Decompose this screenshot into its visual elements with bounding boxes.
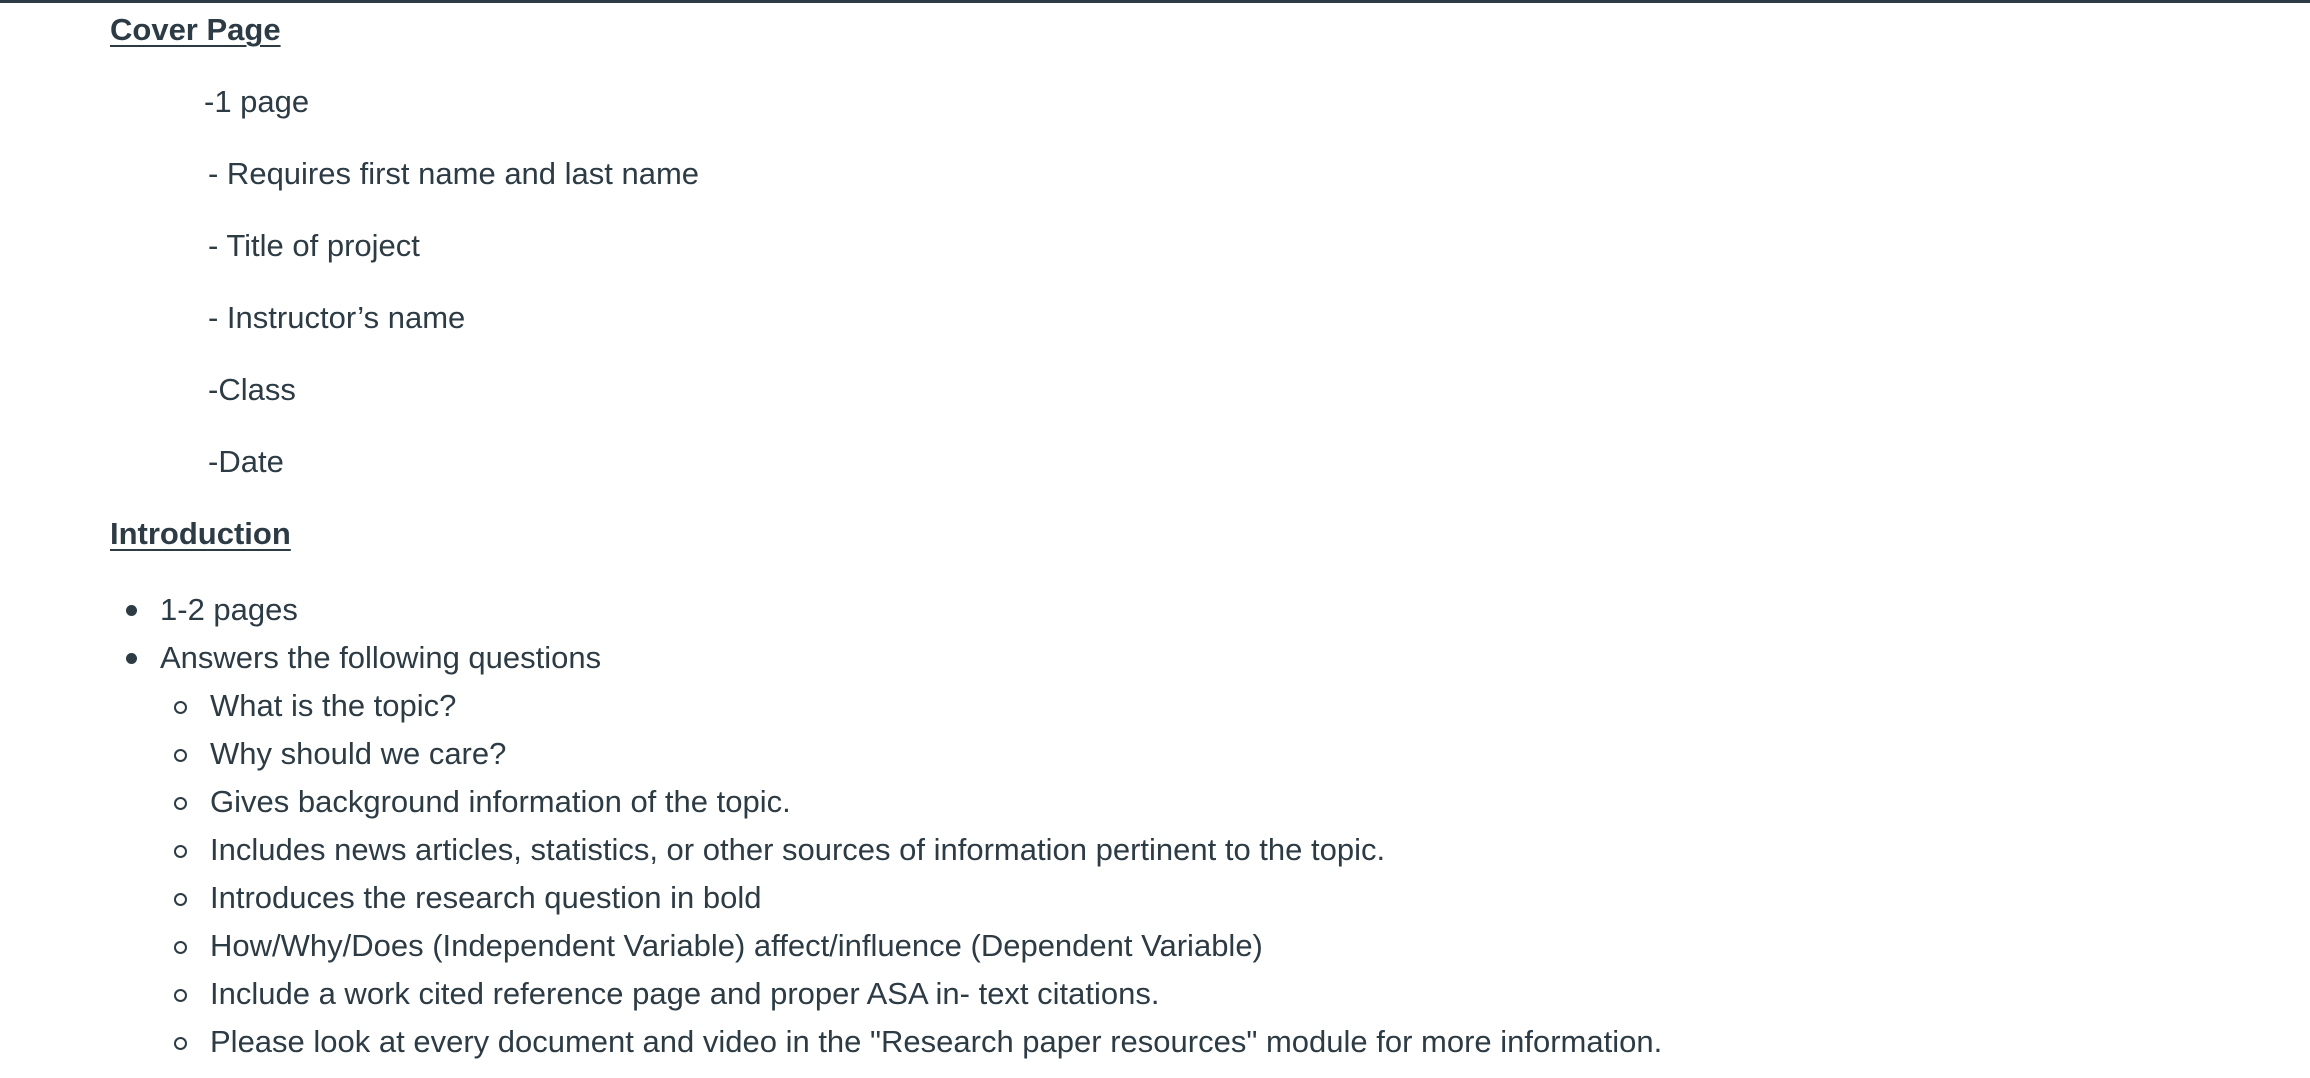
top-divider: [0, 0, 2310, 3]
cover-page-line: - Instructor’s name: [208, 300, 466, 335]
sub-list-item: [0, 1018, 1662, 1066]
questions-sublist: [0, 682, 1662, 1066]
cover-page-line: - Title of project: [208, 228, 420, 263]
cover-page-heading: Cover Page: [110, 12, 281, 47]
sub-list-item: [0, 922, 1662, 970]
list-item: [0, 586, 601, 634]
sub-list-item-text: Why should we care?: [210, 736, 507, 771]
sub-list-item-text: Include a work cited reference page and proper ASA in- text citations.: [210, 976, 1160, 1011]
cover-page-line: -1 page: [204, 84, 310, 119]
list-item: [0, 634, 601, 682]
list-item-text: 1-2 pages: [160, 592, 298, 627]
introduction-heading: Introduction: [110, 516, 291, 551]
cover-page-line: -Date: [208, 444, 284, 479]
sub-list-item: [0, 970, 1662, 1018]
cover-page-line: - Requires first name and last name: [208, 156, 700, 191]
sub-list-item: [0, 778, 1662, 826]
sub-list-item-text: What is the topic?: [210, 688, 457, 723]
sub-list-item: [0, 730, 1662, 778]
list-item-text: Answers the following questions: [160, 640, 602, 675]
sub-list-item: [0, 874, 1662, 922]
cover-page-line: -Class: [208, 372, 296, 407]
sub-list-item-text: Introduces the research question in bold: [210, 880, 762, 915]
sub-list-item: [0, 826, 1662, 874]
introduction-list: [0, 586, 601, 682]
sub-list-item-text: How/Why/Does (Independent Variable) affect/influence (Dependent Variable): [210, 928, 1263, 963]
sub-list-item-text: Gives background information of the topic.: [210, 784, 791, 819]
sub-list-item-text: Please look at every document and video in the "Research paper resources" module for more information.: [210, 1024, 1663, 1059]
sub-list-item: [0, 682, 1662, 730]
sub-list-item-text: Includes news articles, statistics, or other sources of information pertinent to the topic.: [210, 832, 1386, 867]
